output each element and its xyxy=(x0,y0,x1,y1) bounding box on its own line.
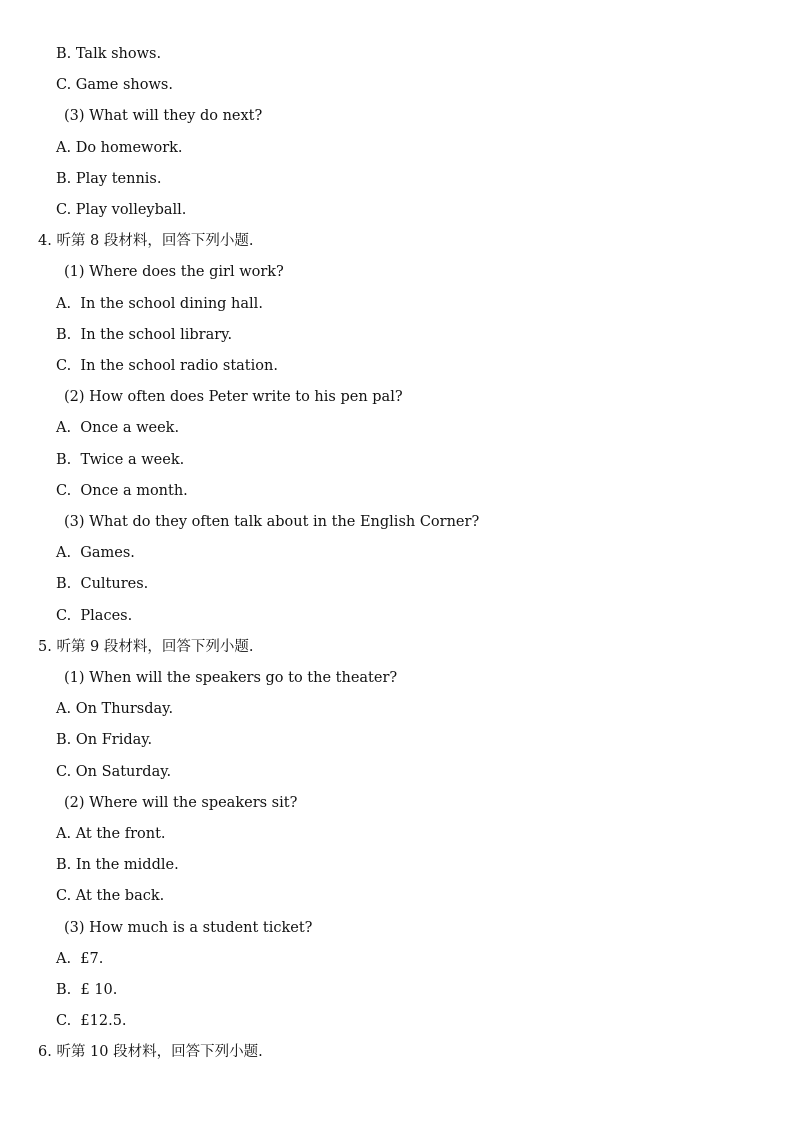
answer-option: B. Talk shows. xyxy=(56,46,162,62)
answer-option: A. Once a week. xyxy=(56,420,180,437)
answer-option: C. At the back. xyxy=(56,888,165,905)
answer-option: C. On Saturday. xyxy=(56,763,172,780)
answer-option: B. On Friday. xyxy=(56,732,153,749)
answer-option: C. Once a month. xyxy=(56,482,188,499)
question-text: (3) How much is a student ticket? xyxy=(64,919,313,936)
answer-option: C. Game shows. xyxy=(56,77,173,94)
question-text: (2) How often does Peter write to his pen pal? xyxy=(64,389,403,406)
question-text: (2) Where will the speakers sit? xyxy=(64,794,298,811)
answer-option: A. Do homework. xyxy=(56,139,183,156)
answer-option: A. At the front. xyxy=(56,826,166,842)
answer-option: A. Games. xyxy=(56,545,135,562)
question-text: (1) When will the speakers go to the theater? xyxy=(64,670,398,686)
answer-option: A. £7. xyxy=(56,950,104,967)
answer-option: A. On Thursday. xyxy=(56,701,174,718)
question-text: (3) What will they do next? xyxy=(64,108,263,125)
answer-option: B. In the middle. xyxy=(56,857,179,874)
answer-option: B. Play tennis. xyxy=(56,170,162,187)
section-heading: 6. 听第 10 段材料，回答下列小题. xyxy=(38,1044,263,1061)
answer-option: C. In the school radio station. xyxy=(56,358,278,374)
answer-option: B. Twice a week. xyxy=(56,451,185,468)
section-heading: 4. 听第 8 段材料，回答下列小题. xyxy=(38,233,254,250)
answer-option: B. £ 10. xyxy=(56,982,118,998)
question-text: (1) Where does the girl work? xyxy=(64,264,284,281)
answer-option: C. Play volleyball. xyxy=(56,202,187,218)
question-text: (3) What do they often talk about in the English Corner? xyxy=(64,514,480,530)
answer-option: C. Places. xyxy=(56,607,133,624)
section-heading: 5. 听第 9 段材料，回答下列小题. xyxy=(38,638,254,655)
answer-option: B. Cultures. xyxy=(56,576,149,593)
answer-option: A. In the school dining hall. xyxy=(56,295,263,312)
answer-option: C. £12.5. xyxy=(56,1013,127,1030)
answer-option: B. In the school library. xyxy=(56,326,233,343)
